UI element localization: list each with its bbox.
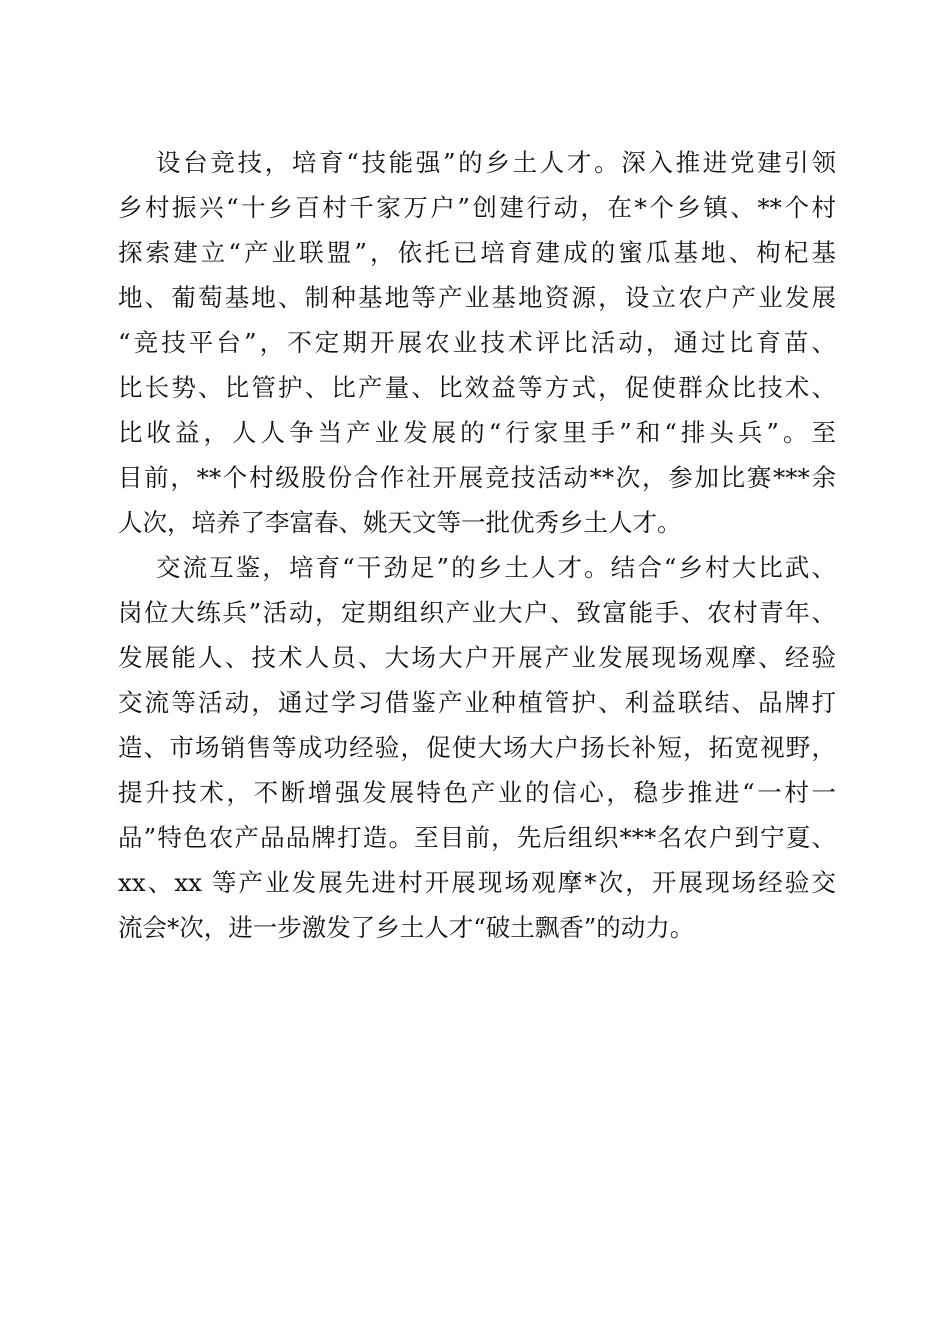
- paragraph-line: 比收益，人人争当产业发展的“行家里手”和“排头兵”。至: [118, 418, 836, 447]
- paragraph-skill-competition: [118, 140, 836, 545]
- paragraph-line: 设台竞技，培育“技能强”的乡土人才。深入推进党建引领: [156, 148, 836, 177]
- paragraph-line: 比长势、比管护、比产量、比效益等方式，促使群众比技术、: [118, 373, 836, 402]
- paragraph-line: 提升技术，不断增强发展特色产业的信心，稳步推进“一村一: [118, 778, 836, 807]
- paragraph-line: 发展能人、技术人员、大场大户开展产业发展现场观摩、经验: [118, 643, 836, 672]
- paragraph-line: 探索建立“产业联盟”，依托已培育建成的蜜瓜基地、枸杞基: [118, 238, 836, 267]
- paragraph-line: 目前，**个村级股份合作社开展竞技活动**次，参加比赛***余: [118, 463, 836, 492]
- paragraph-line: 人次，培养了李富春、姚天文等一批优秀乡土人才。: [118, 508, 682, 537]
- paragraph-line: 乡村振兴“十乡百村千家万户”创建行动，在*个乡镇、**个村: [118, 193, 836, 222]
- paragraph-line: 造、市场销售等成功经验，促使大场大户扬长补短，拓宽视野，: [118, 733, 836, 762]
- paragraph-line: 交流互鉴，培育“干劲足”的乡土人才。结合“乡村大比武、: [156, 553, 836, 582]
- paragraph-line: “竞技平台”，不定期开展农业技术评比活动，通过比育苗、: [118, 328, 836, 357]
- paragraph-line: xx、xx 等产业发展先进村开展现场观摩*次，开展现场经验交: [118, 868, 836, 897]
- paragraph-exchange-learning: [118, 545, 836, 950]
- paragraph-line: 地、葡萄基地、制种基地等产业基地资源，设立农户产业发展: [118, 283, 836, 312]
- paragraph-line: 交流等活动，通过学习借鉴产业种植管护、利益联结、品牌打: [118, 688, 836, 717]
- paragraph-line: 岗位大练兵”活动，定期组织产业大户、致富能手、农村青年、: [118, 598, 836, 627]
- paragraph-line: 流会*次，进一步激发了乡土人才“破土飘香”的动力。: [118, 913, 695, 942]
- paragraph-line: 品”特色农产品品牌打造。至目前，先后组织***名农户到宁夏、: [118, 823, 836, 852]
- document-body: [118, 140, 836, 950]
